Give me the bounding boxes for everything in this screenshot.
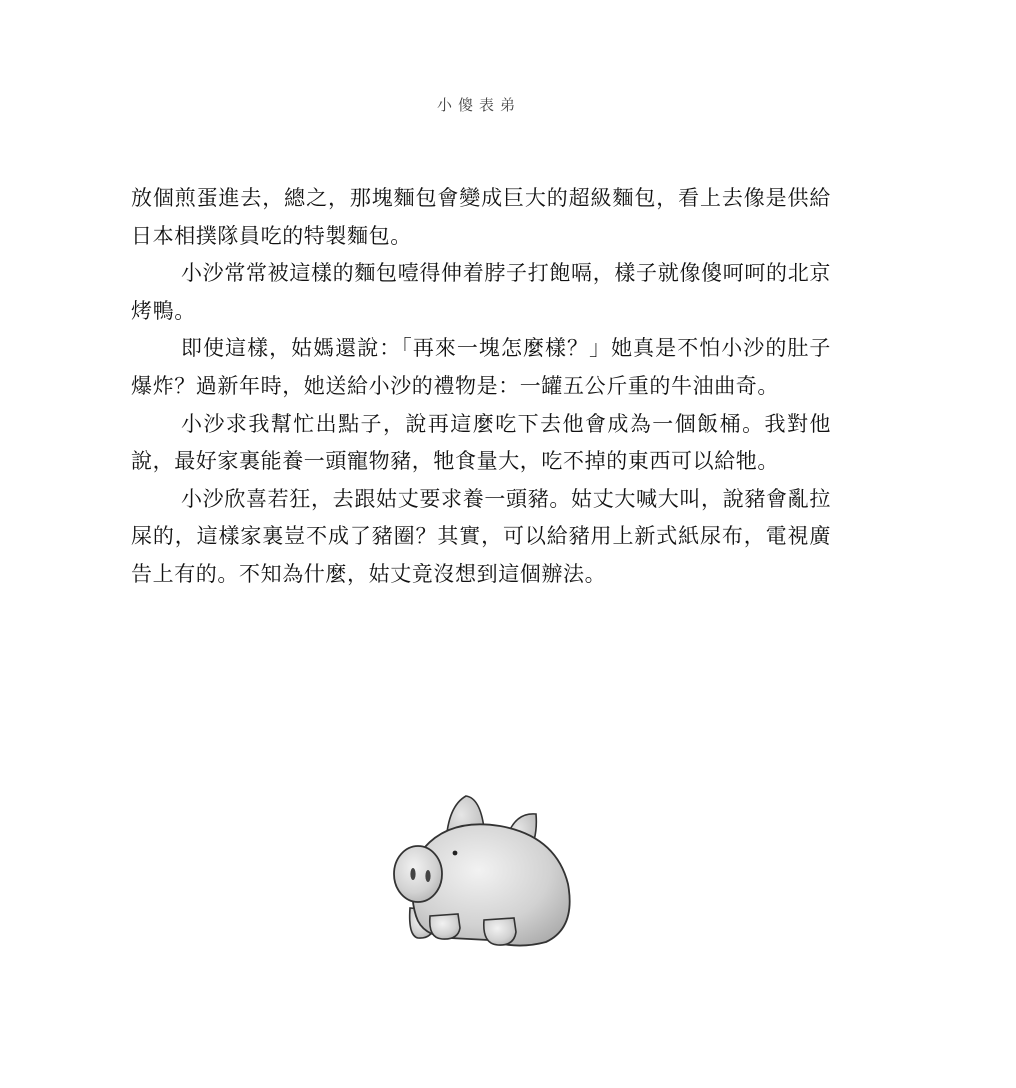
- pig-illustration: [388, 788, 578, 953]
- paragraph-3: 即使這樣，姑媽還說：「再來一塊怎麼樣？」她真是不怕小沙的肚子爆炸？過新年時，她送給小沙的禮物是：一罐五公斤重的牛油曲奇。: [131, 336, 831, 398]
- paragraph-1: 放個煎蛋進去，總之，那塊麵包會變成巨大的超級麵包，看上去像是供給日本相撲隊員吃的特製麵包。: [131, 186, 831, 248]
- running-header: 小傻表弟: [436, 96, 521, 114]
- pig-icon: [388, 788, 578, 953]
- body-text: [131, 180, 831, 594]
- paragraph-2: 小沙常常被這樣的麵包噎得伸着脖子打飽嗝，樣子就像傻呵呵的北京烤鴨。: [131, 261, 831, 323]
- paragraph-5: 小沙欣喜若狂，去跟姑丈要求養一頭豬。姑丈大喊大叫，說豬會亂拉屎的，這樣家裏豈不成了豬圈？其實，可以給豬用上新式紙尿布，電視廣告上有的。不知為什麼，姑丈竟沒想到這個辦法。: [131, 486, 831, 586]
- paragraph-4: 小沙求我幫忙出點子，說再這麼吃下去他會成為一個飯桶。我對他說，最好家裏能養一頭寵物豬，牠食量大，吃不掉的東西可以給牠。: [131, 411, 831, 474]
